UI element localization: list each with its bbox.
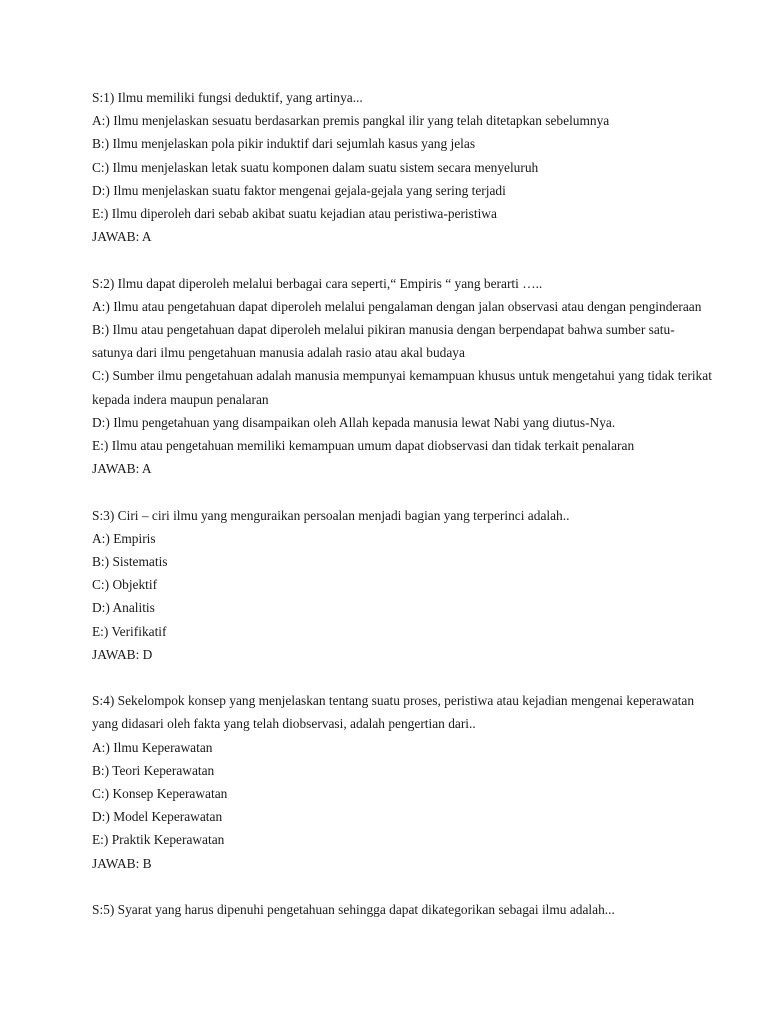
option-e: E:) Ilmu diperoleh dari sebab akibat suatu kejadian atau peristiwa-peristiwa <box>92 206 497 222</box>
option-c: C:) Konsep Keperawatan <box>92 786 228 802</box>
option-e: E:) Ilmu atau pengetahuan memiliki kemampuan umum dapat diobservasi dan tidak terkait penalaran <box>92 438 635 454</box>
option-a: A:) Empiris <box>92 530 156 546</box>
question-text: S:2) Ilmu dapat diperoleh melalui berbagai cara seperti,“ Empiris “ yang berarti ….. <box>92 275 543 291</box>
option-c: C:) Ilmu menjelaskan letak suatu komponen dalam suatu sistem secara menyeluruh <box>92 159 539 175</box>
question-block-5 <box>92 898 712 921</box>
question-text: S:3) Ciri – ciri ilmu yang menguraikan persoalan menjadi bagian yang terperinci adalah.. <box>92 507 570 523</box>
option-c: C:) Objektif <box>92 577 158 593</box>
document-body <box>92 86 712 944</box>
option-b: B:) Ilmu atau pengetahuan dapat diperoleh melalui pikiran manusia dengan berpendapat bahwa sumber satu-satunya dari ilmu pengetahuan manusia adalah rasio atau akal budaya <box>92 322 675 361</box>
option-a: A:) Ilmu menjelaskan sesuatu berdasarkan premis pangkal ilir yang telah ditetapkan sebelumnya <box>92 113 610 129</box>
question-block-4 <box>92 689 712 875</box>
option-a: A:) Ilmu Keperawatan <box>92 739 213 755</box>
answer-text: JAWAB: D <box>92 646 153 662</box>
option-e: E:) Praktik Keperawatan <box>92 832 225 848</box>
option-d: D:) Ilmu menjelaskan suatu faktor mengenai gejala-gejala yang sering terjadi <box>92 182 506 198</box>
option-d: D:) Analitis <box>92 600 155 616</box>
question-block-1 <box>92 86 712 248</box>
option-c: C:) Sumber ilmu pengetahuan adalah manusia mempunyai kemampuan khusus untuk mengetahui yang tidak terikat kepada indera maupun penalaran <box>92 368 712 407</box>
option-b: B:) Ilmu menjelaskan pola pikir induktif dari sejumlah kasus yang jelas <box>92 136 476 152</box>
option-d: D:) Ilmu pengetahuan yang disampaikan oleh Allah kepada manusia lewat Nabi yang diutus-Nya. <box>92 414 616 430</box>
question-text: S:4) Sekelompok konsep yang menjelaskan tentang suatu proses, peristiwa atau kejadian mengenai keperawatan yang didasari oleh fakta yang telah diobservasi, adalah pengertian dari.. <box>92 693 695 732</box>
option-b: B:) Sistematis <box>92 554 168 570</box>
option-b: B:) Teori Keperawatan <box>92 762 215 778</box>
question-block-3 <box>92 504 712 666</box>
answer-text: JAWAB: A <box>92 461 152 477</box>
question-block-2 <box>92 272 712 481</box>
answer-text: JAWAB: B <box>92 855 152 871</box>
question-text: S:1) Ilmu memiliki fungsi deduktif, yang artinya... <box>92 90 363 105</box>
option-e: E:) Verifikatif <box>92 623 167 639</box>
option-a: A:) Ilmu atau pengetahuan dapat diperoleh melalui pengalaman dengan jalan observasi atau dengan penginderaan <box>92 298 702 314</box>
question-text: S:5) Syarat yang harus dipenuhi pengetahuan sehingga dapat dikategorikan sebagai ilmu adalah... <box>92 902 615 918</box>
option-d: D:) Model Keperawatan <box>92 809 223 825</box>
answer-text: JAWAB: A <box>92 229 152 245</box>
